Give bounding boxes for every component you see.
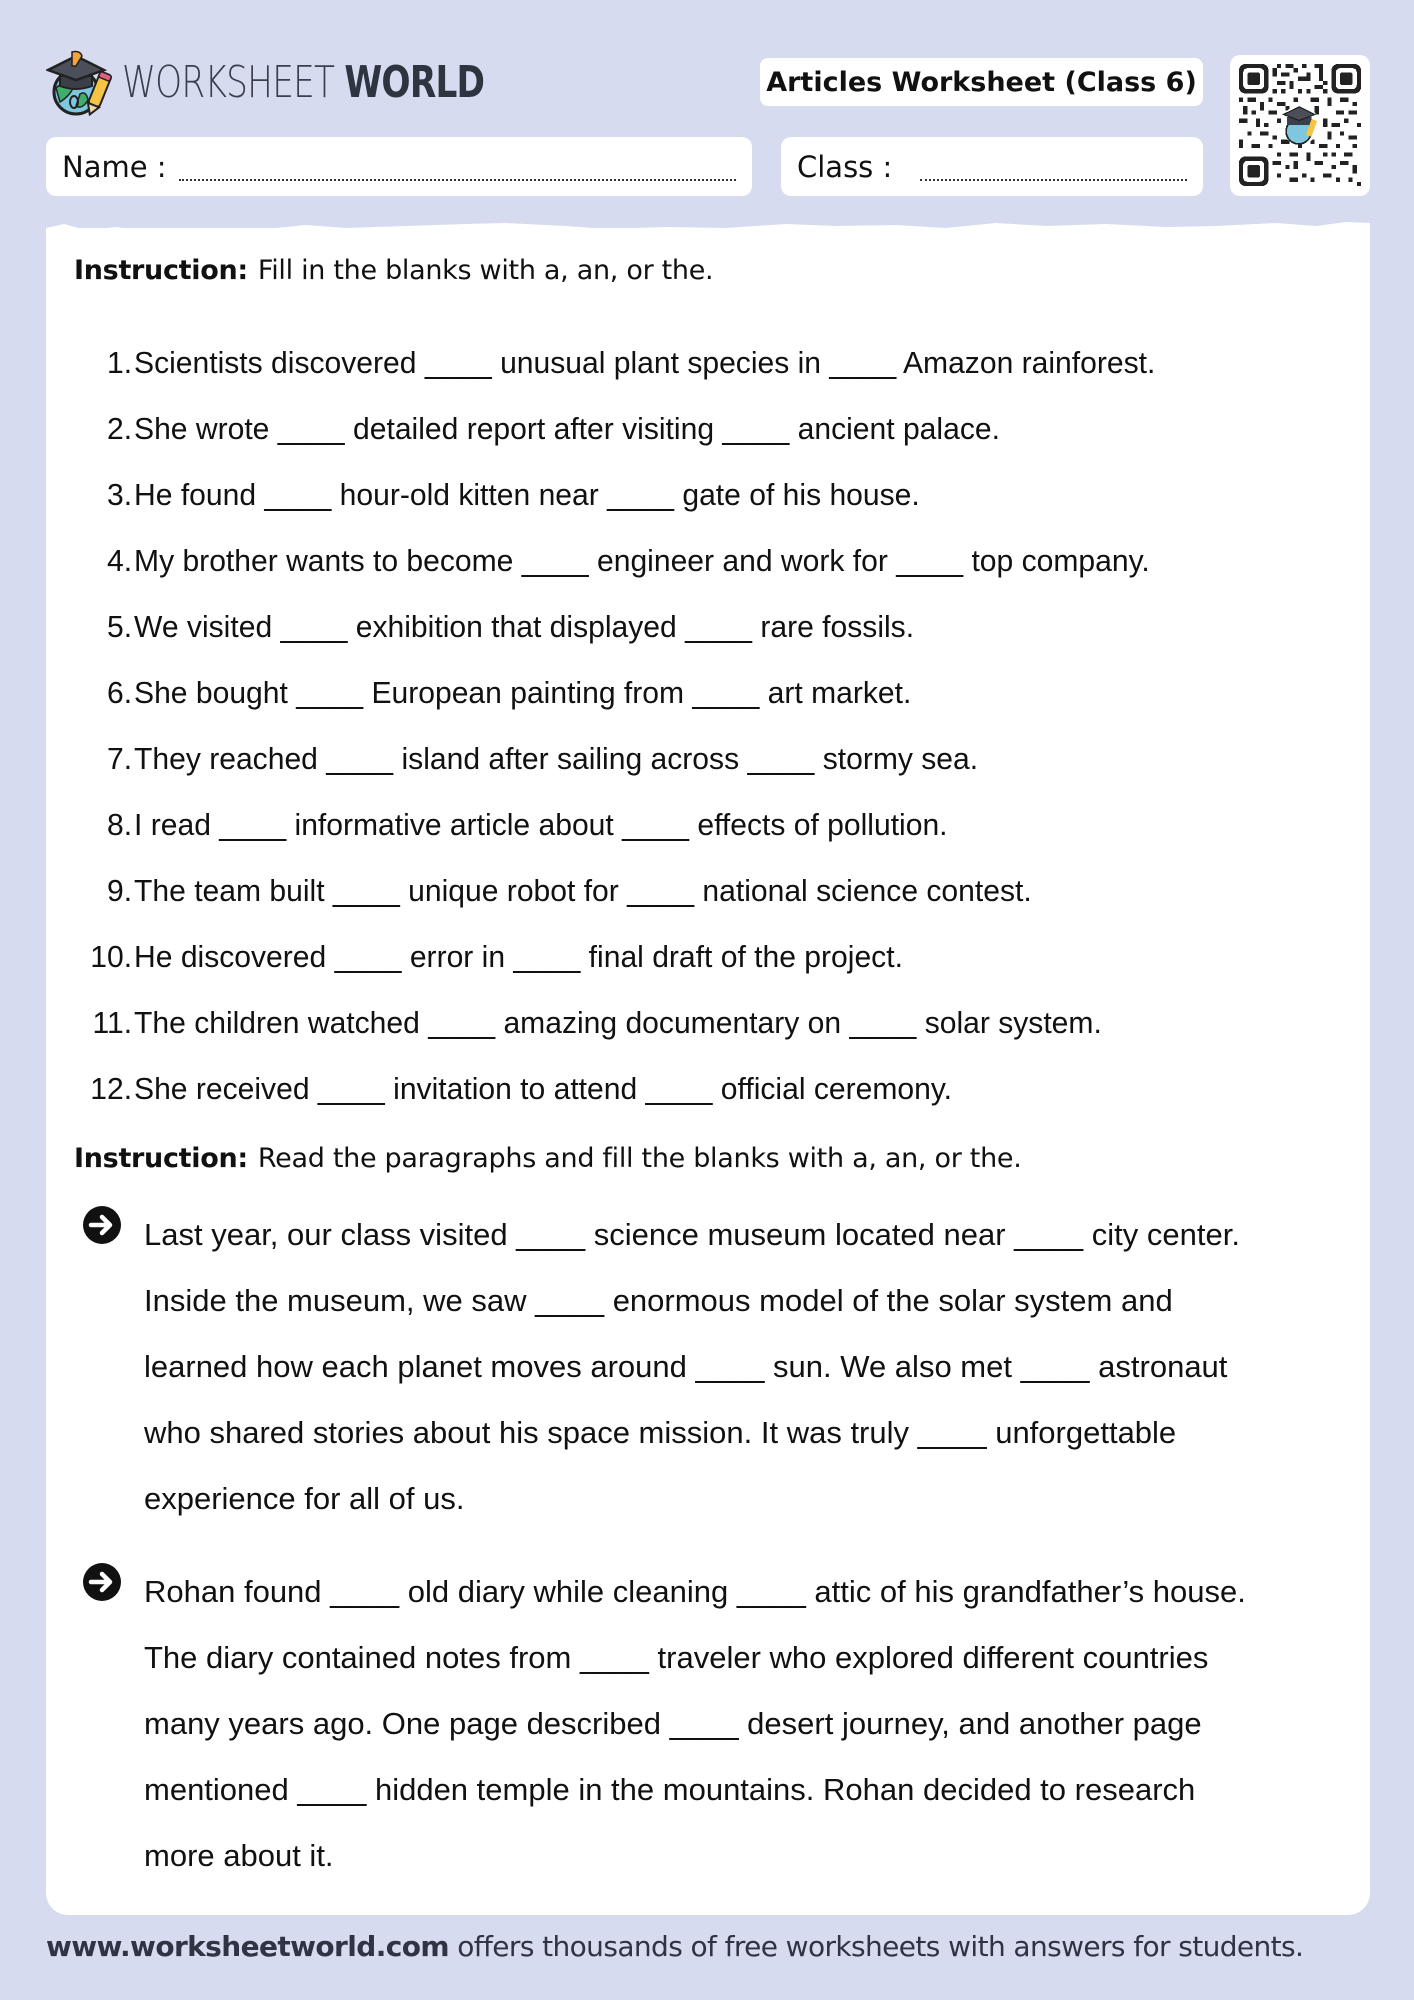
- question-item-3: [70, 462, 1283, 528]
- paragraph-line: more about it.: [144, 1838, 334, 1873]
- question-item-2: [70, 396, 1283, 462]
- instruction-section-2: [74, 1143, 1022, 1174]
- question-number: 5.: [106, 609, 133, 644]
- name-field[interactable]: [46, 137, 752, 196]
- question-number: 7.: [106, 741, 133, 776]
- question-item-8: [70, 792, 1283, 858]
- question-number: 4.: [106, 543, 133, 578]
- question-text: The team built ____ unique robot for ____ national science contest.: [134, 873, 1032, 908]
- class-field[interactable]: [781, 137, 1203, 196]
- paragraph-line: mentioned ____ hidden temple in the mountains. Rohan decided to research: [144, 1772, 1196, 1807]
- arrow-right-circle-icon: [82, 1205, 122, 1245]
- paragraph-text: [144, 1559, 1340, 1889]
- instruction-text: Fill in the blanks with a, an, or the.: [257, 255, 714, 286]
- question-number: 11.: [92, 1005, 133, 1040]
- question-text: Scientists discovered ____ unusual plant species in ____ Amazon rainforest.: [134, 345, 1156, 380]
- question-text: We visited ____ exhibition that displayed ____ rare fossils.: [134, 609, 915, 644]
- question-number: 2.: [106, 411, 133, 446]
- class-label: Class :: [797, 149, 893, 184]
- paragraph-text: [144, 1202, 1340, 1532]
- paragraph-line: The diary contained notes from ____ traveler who explored different countries: [144, 1640, 1209, 1675]
- brand-name: [122, 57, 484, 108]
- footer-text: offers thousands of free worksheets with answers for students.: [448, 1930, 1304, 1963]
- paragraph-line: Rohan found ____ old diary while cleaning ____ attic of his grandfather’s house.: [144, 1574, 1246, 1609]
- question-number: 9.: [106, 873, 133, 908]
- paragraph-line: Last year, our class visited ____ science museum located near ____ city center.: [144, 1217, 1240, 1252]
- question-text: He discovered ____ error in ____ final draft of the project.: [134, 939, 903, 974]
- footer: [46, 1930, 1303, 1963]
- question-number: 1.: [106, 345, 133, 380]
- question-text: I read ____ informative article about ____ effects of pollution.: [134, 807, 948, 842]
- footer-site-link[interactable]: www.worksheetworld.com: [46, 1930, 449, 1963]
- paragraph-line: many years ago. One page described ____ desert journey, and another page: [144, 1706, 1202, 1741]
- question-item-12: [70, 1056, 1283, 1122]
- instruction-section-1: [74, 255, 713, 286]
- arrow-right-circle-icon: [82, 1562, 122, 1602]
- qr-code: [1230, 55, 1370, 196]
- paragraph-line: learned how each planet moves around ____ sun. We also met ____ astronaut: [144, 1349, 1228, 1384]
- question-item-6: [70, 660, 1283, 726]
- question-number: 12.: [90, 1071, 133, 1106]
- paragraph-1: [80, 1202, 1340, 1532]
- question-text: The children watched ____ amazing documentary on ____ solar system.: [134, 1005, 1102, 1040]
- paragraph-line: experience for all of us.: [144, 1481, 465, 1516]
- question-number: 6.: [106, 675, 133, 710]
- instruction-label: Instruction:: [74, 1143, 248, 1174]
- question-text: My brother wants to become ____ engineer and work for ____ top company.: [134, 543, 1150, 578]
- question-text: She bought ____ European painting from ____ art market.: [134, 675, 912, 710]
- question-item-1: [70, 330, 1283, 396]
- question-text: She wrote ____ detailed report after visiting ____ ancient palace.: [134, 411, 1000, 446]
- question-text: They reached ____ island after sailing across ____ stormy sea.: [134, 741, 979, 776]
- paragraph-2: [80, 1559, 1340, 1889]
- paragraph-line: who shared stories about his space mission. It was truly ____ unforgettable: [144, 1415, 1177, 1450]
- class-input-line[interactable]: [920, 179, 1187, 181]
- brand-name-light: WORKSHEET: [122, 56, 335, 108]
- paragraph-line: Inside the museum, we saw ____ enormous model of the solar system and: [144, 1283, 1173, 1318]
- worksheet-title: Articles Worksheet (Class 6): [760, 58, 1203, 106]
- question-number: 10.: [90, 939, 133, 974]
- name-label: Name :: [62, 149, 167, 184]
- question-item-7: [70, 726, 1283, 792]
- question-list: [70, 330, 1320, 1122]
- instruction-label: Instruction:: [74, 255, 248, 286]
- instruction-text: Read the paragraphs and fill the blanks with a, an, or the.: [257, 1143, 1022, 1174]
- question-item-9: [70, 858, 1283, 924]
- graduation-globe-pencil-logo-icon: [46, 46, 112, 118]
- brand-name-bold: WORLD: [344, 56, 485, 108]
- question-text: She received ____ invitation to attend ____ official ceremony.: [134, 1071, 953, 1106]
- name-input-line[interactable]: [179, 179, 736, 181]
- question-number: 8.: [106, 807, 133, 842]
- question-text: He found ____ hour-old kitten near ____ gate of his house.: [134, 477, 920, 512]
- question-item-11: [70, 990, 1283, 1056]
- qr-code-icon: [1239, 64, 1361, 186]
- question-item-10: [70, 924, 1283, 990]
- brand-logo: [46, 46, 586, 118]
- question-item-4: [70, 528, 1283, 594]
- question-number: 3.: [106, 477, 133, 512]
- question-item-5: [70, 594, 1283, 660]
